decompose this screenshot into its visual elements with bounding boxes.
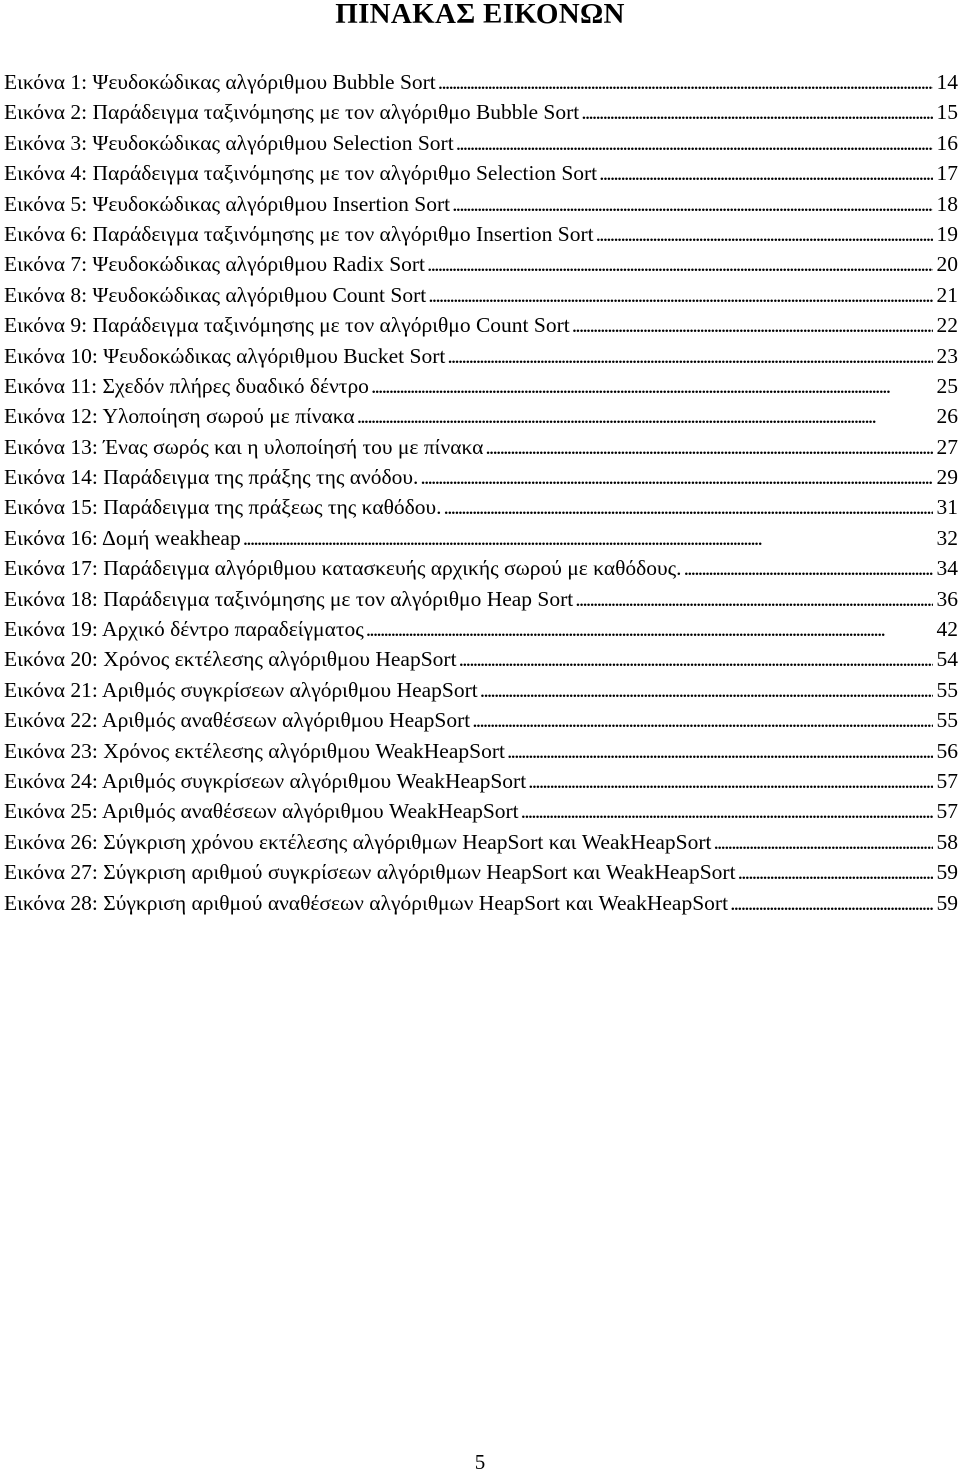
toc-entry[interactable]	[4, 614, 958, 644]
toc-entry-page: 57	[936, 768, 958, 793]
toc-entry[interactable]	[4, 675, 958, 705]
toc-entry-title: Εικόνα 25: Αριθμός αναθέσεων αλγόριθμου WeakHeapSort	[4, 799, 519, 824]
toc-entry-page: 59	[936, 860, 958, 885]
toc-dot-leader	[596, 219, 933, 249]
toc-entry[interactable]	[4, 553, 958, 583]
toc-entry-page: 21	[936, 282, 958, 307]
toc-entry-title: Εικόνα 5: Ψευδοκώδικας αλγόριθμου Insertion Sort	[4, 191, 451, 216]
toc-entry-title: Εικόνα 9: Παράδειγμα ταξινόμησης με τον αλγόριθμο Count Sort	[4, 313, 570, 338]
toc-entry-page: 32	[936, 525, 958, 550]
table-of-figures	[4, 67, 958, 918]
toc-dot-leader	[507, 736, 933, 766]
toc-entry-title: Εικόνα 1: Ψευδοκώδικας αλγόριθμου Bubble Sort	[4, 70, 436, 94]
toc-entry[interactable]	[4, 67, 958, 97]
toc-dot-leader	[438, 67, 933, 97]
toc-dot-leader	[456, 128, 933, 158]
toc-dot-leader	[730, 888, 932, 918]
toc-dot-leader	[427, 249, 932, 279]
toc-entry[interactable]	[4, 736, 958, 766]
toc-entry-title: Εικόνα 24: Αριθμός συγκρίσεων αλγόριθμου WeakHeapSort	[4, 768, 527, 793]
toc-dot-leader	[528, 766, 932, 796]
toc-entry-title: Εικόνα 6: Παράδειγμα ταξινόμησης με τον αλγόριθμο Insertion Sort	[4, 221, 594, 246]
toc-entry-page: 20	[936, 252, 958, 277]
toc-entry-title: Εικόνα 11: Σχεδόν πλήρες δυαδικό δέντρο	[4, 373, 369, 398]
toc-entry-title: Εικόνα 20: Χρόνος εκτέλεσης αλγόριθμου HeapSort	[4, 647, 457, 672]
toc-entry-title: Εικόνα 15: Παράδειγμα της πράξεως της καθόδου.	[4, 495, 442, 520]
toc-entry-page: 57	[936, 799, 958, 824]
toc-entry[interactable]	[4, 97, 958, 127]
toc-entry-title: Εικόνα 14: Παράδειγμα της πράξης της ανόδου.	[4, 465, 419, 490]
toc-entry-page: 22	[936, 313, 958, 338]
toc-entry-title: Εικόνα 8: Ψευδοκώδικας αλγόριθμου Count Sort	[4, 282, 427, 307]
toc-dot-leader	[581, 97, 932, 127]
toc-dot-leader	[243, 523, 933, 553]
toc-entry-title: Εικόνα 10: Ψευδοκώδικας αλγόριθμου Bucket Sort	[4, 343, 446, 368]
toc-dot-leader	[357, 401, 933, 431]
toc-entry-page: 56	[936, 738, 958, 763]
toc-entry-page: 29	[936, 465, 958, 490]
toc-entry[interactable]	[4, 249, 958, 279]
toc-entry-title: Εικόνα 21: Αριθμός συγκρίσεων αλγόριθμου HeapSort	[4, 677, 478, 702]
toc-entry-page: 18	[936, 191, 958, 216]
toc-entry-page: 36	[936, 586, 958, 611]
toc-dot-leader	[738, 857, 933, 887]
page-number: 5	[474, 1450, 486, 1474]
toc-entry-title: Εικόνα 23: Χρόνος εκτέλεσης αλγόριθμου WeakHeapSort	[4, 738, 505, 763]
toc-entry-page: 25	[936, 373, 958, 398]
toc-entry-title: Εικόνα 19: Αρχικό δέντρο παραδείγματος	[4, 617, 364, 642]
toc-entry-title: Εικόνα 4: Παράδειγμα ταξινόμησης με τον αλγόριθμο Selection Sort	[4, 161, 598, 186]
toc-entry-title: Εικόνα 27: Σύγκριση αριθμού συγκρίσεων αλγόριθμων HeapSort και WeakHeapSort	[4, 860, 736, 885]
toc-entry-title: Εικόνα 17: Παράδειγμα αλγόριθμου κατασκευής αρχικής σωρού με καθόδους.	[4, 556, 682, 581]
toc-dot-leader	[684, 553, 933, 583]
toc-entry-page: 15	[936, 100, 958, 125]
toc-entry-title: Εικόνα 22: Αριθμός αναθέσεων αλγόριθμου HeapSort	[4, 708, 471, 733]
toc-entry-page: 19	[936, 221, 958, 246]
toc-dot-leader	[452, 189, 932, 219]
page-title: ΠΙΝΑΚΑΣ ΕΙΚΟΝΩΝ	[335, 0, 625, 30]
toc-entry-title: Εικόνα 28: Σύγκριση αριθμού αναθέσεων αλγόριθμων HeapSort και WeakHeapSort	[4, 890, 729, 915]
toc-entry[interactable]	[4, 462, 958, 492]
toc-entry[interactable]	[4, 189, 958, 219]
toc-entry[interactable]	[4, 128, 958, 158]
toc-entry-title: Εικόνα 26: Σύγκριση χρόνου εκτέλεσης αλγόριθμων HeapSort και WeakHeapSort	[4, 829, 712, 854]
toc-entry[interactable]	[4, 432, 958, 462]
toc-entry-page: 54	[936, 647, 958, 672]
toc-entry-title: Εικόνα 18: Παράδειγμα ταξινόμησης με τον αλγόριθμο Heap Sort	[4, 586, 574, 611]
toc-entry-page: 55	[936, 708, 958, 733]
toc-entry-page: 31	[936, 495, 958, 520]
toc-entry-title: Εικόνα 7: Ψευδοκώδικας αλγόριθμου Radix Sort	[4, 252, 426, 277]
toc-entry[interactable]	[4, 401, 958, 431]
toc-entry-page: 55	[936, 677, 958, 702]
toc-dot-leader	[428, 280, 932, 310]
toc-entry[interactable]	[4, 341, 958, 371]
toc-entry-page: 59	[936, 890, 958, 915]
toc-entry[interactable]	[4, 584, 958, 614]
toc-entry[interactable]	[4, 888, 958, 918]
toc-entry-page: 34	[936, 556, 958, 581]
toc-dot-leader	[371, 371, 933, 401]
toc-entry[interactable]	[4, 827, 958, 857]
toc-dot-leader	[599, 158, 932, 188]
toc-dot-leader	[459, 644, 933, 674]
toc-dot-leader	[366, 614, 933, 644]
toc-dot-leader	[521, 796, 933, 826]
toc-dot-leader	[472, 705, 932, 735]
toc-dot-leader	[480, 675, 933, 705]
toc-entry[interactable]	[4, 857, 958, 887]
toc-entry[interactable]	[4, 705, 958, 735]
toc-dot-leader	[420, 462, 932, 492]
toc-entry[interactable]	[4, 219, 958, 249]
toc-entry-page: 27	[936, 434, 958, 459]
toc-dot-leader	[447, 341, 932, 371]
toc-entry-page: 58	[936, 829, 958, 854]
toc-entry[interactable]	[4, 158, 958, 188]
toc-entry-page: 14	[936, 70, 958, 94]
toc-entry[interactable]	[4, 492, 958, 522]
toc-entry-page: 26	[936, 404, 958, 429]
toc-entry[interactable]	[4, 766, 958, 796]
toc-entry[interactable]	[4, 796, 958, 826]
toc-dot-leader	[713, 827, 932, 857]
toc-entry[interactable]	[4, 523, 958, 553]
toc-entry[interactable]	[4, 280, 958, 310]
toc-dot-leader	[485, 432, 932, 462]
toc-dot-leader	[572, 310, 933, 340]
toc-entry-title: Εικόνα 12: Υλοποίηση σωρού με πίνακα	[4, 404, 355, 429]
toc-dot-leader	[444, 492, 933, 522]
toc-entry-page: 23	[936, 343, 958, 368]
toc-entry-title: Εικόνα 2: Παράδειγμα ταξινόμησης με τον αλγόριθμο Bubble Sort	[4, 100, 580, 125]
toc-entry-page: 17	[936, 161, 958, 186]
toc-entry-page: 42	[936, 617, 958, 642]
toc-dot-leader	[575, 584, 932, 614]
toc-entry-title: Εικόνα 16: Δομή weakheap	[4, 525, 241, 550]
toc-entry[interactable]	[4, 310, 958, 340]
toc-entry[interactable]	[4, 371, 958, 401]
toc-entry-page: 16	[936, 130, 958, 155]
toc-entry[interactable]	[4, 644, 958, 674]
toc-entry-title: Εικόνα 3: Ψευδοκώδικας αλγόριθμου Selection Sort	[4, 130, 454, 155]
toc-entry-title: Εικόνα 13: Ένας σωρός και η υλοποίησή του με πίνακα	[4, 434, 484, 459]
